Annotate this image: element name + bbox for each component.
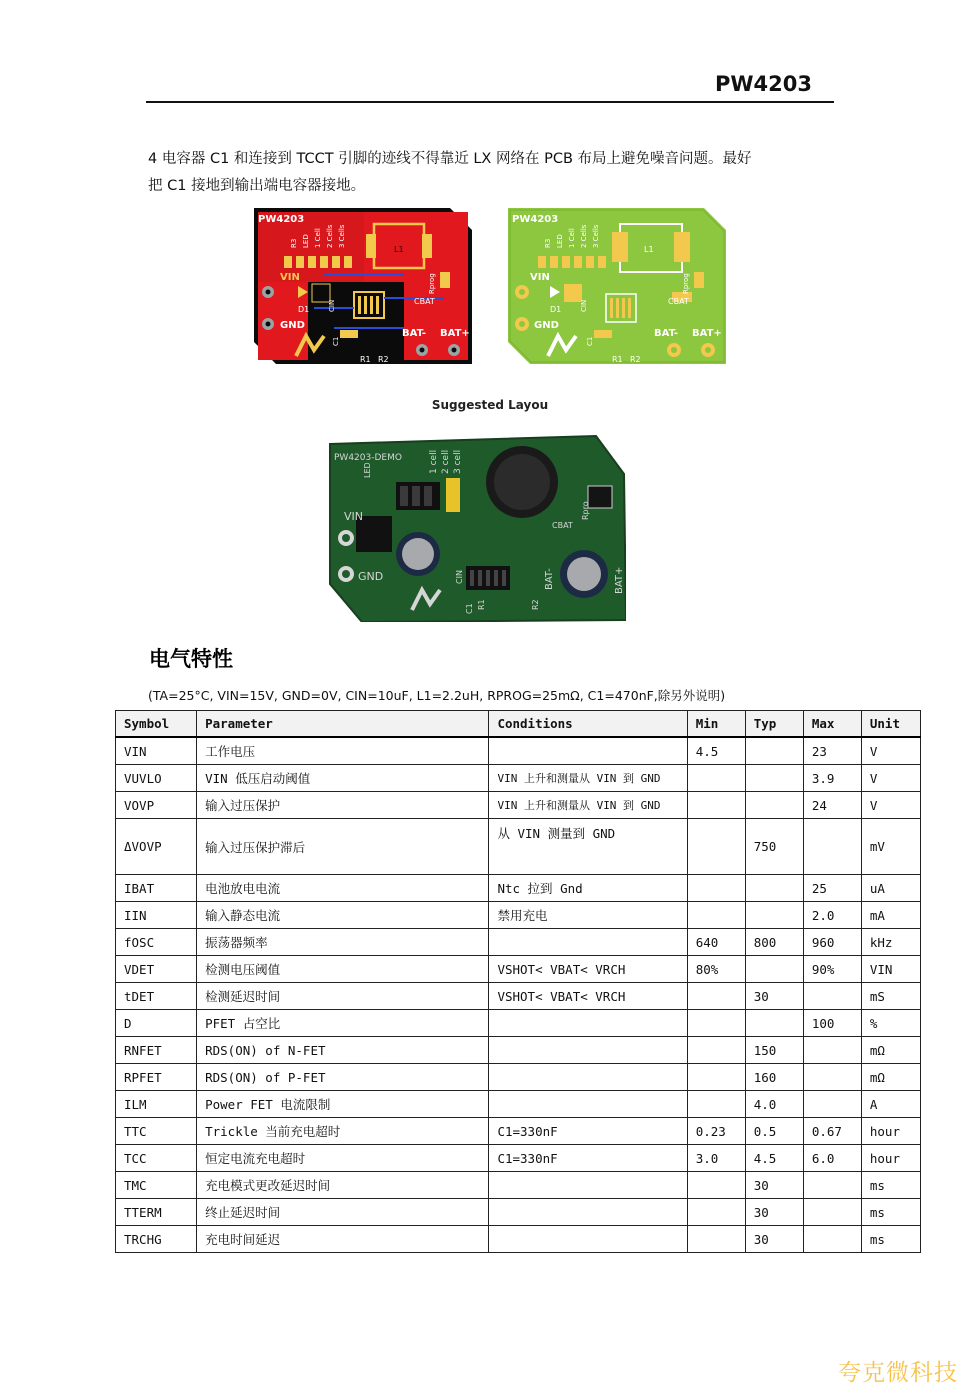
photo-label-cell2: 2 cell xyxy=(441,449,451,474)
cell-max: 3.9 xyxy=(803,765,861,792)
cell-parameter: 输入过压保护 xyxy=(197,792,489,819)
cell-symbol: TTC xyxy=(116,1118,197,1145)
cell-conditions: VIN 上升和测量从 VIN 到 GND xyxy=(489,765,687,792)
pcb-label-gnd: GND xyxy=(280,320,305,331)
cell-symbol: D xyxy=(116,1010,197,1037)
cell-conditions: VSHOT< VBAT< VRCH xyxy=(489,956,687,983)
cell-parameter: 工作电压 xyxy=(197,737,489,765)
cell-unit: kHz xyxy=(861,929,920,956)
cell-typ: 30 xyxy=(745,1199,803,1226)
cell-min xyxy=(687,765,745,792)
cell-parameter: 恒定电流充电超时 xyxy=(197,1145,489,1172)
pcb-label-bat-minus: BAT- xyxy=(402,328,427,339)
demo-board-photo xyxy=(326,434,626,622)
table-row xyxy=(116,1118,921,1145)
cell-conditions xyxy=(489,1010,687,1037)
photo-label-vin: VIN xyxy=(344,510,363,523)
photo-label-gnd: GND xyxy=(358,570,384,583)
cell-min xyxy=(687,1172,745,1199)
cell-min xyxy=(687,792,745,819)
cell-typ xyxy=(745,902,803,929)
cell-symbol: ILM xyxy=(116,1091,197,1118)
cell-typ: 30 xyxy=(745,983,803,1010)
cell-symbol: VIN xyxy=(116,737,197,765)
table-row xyxy=(116,929,921,956)
document-title: PW4203 xyxy=(714,72,812,96)
table-row xyxy=(116,983,921,1010)
note-line-1: 4 电容器 C1 和连接到 TCCT 引脚的迹线不得靠近 LX 网络在 PCB 布局上避免噪音问题。最好 xyxy=(148,151,752,167)
pcb-label-rprog: Rprog xyxy=(428,273,436,294)
cell-parameter: 充电时间延迟 xyxy=(197,1226,489,1253)
cell-typ xyxy=(745,792,803,819)
cell-max xyxy=(803,1037,861,1064)
cell-min xyxy=(687,902,745,929)
cell-conditions xyxy=(489,1037,687,1064)
table-row xyxy=(116,875,921,902)
layout-note xyxy=(148,146,838,200)
cell-conditions: Ntc 拉到 Gnd xyxy=(489,875,687,902)
photo-label-led: LED xyxy=(363,462,372,478)
cell-symbol: TCC xyxy=(116,1145,197,1172)
header-symbol: Symbol xyxy=(116,711,197,738)
pcb2-label-cell3: 3 Cells xyxy=(592,224,600,248)
cell-min xyxy=(687,1199,745,1226)
cell-symbol: VDET xyxy=(116,956,197,983)
header-unit: Unit xyxy=(861,711,920,738)
pcb-label-cell1: 1 Cell xyxy=(314,228,322,248)
cell-conditions xyxy=(489,1172,687,1199)
pcb2-label-r1: R1 xyxy=(612,355,623,364)
table-row xyxy=(116,1037,921,1064)
cell-symbol: TRCHG xyxy=(116,1226,197,1253)
pcb-label-vin: VIN xyxy=(280,272,300,283)
cell-conditions xyxy=(489,1091,687,1118)
cell-symbol: TMC xyxy=(116,1172,197,1199)
cell-parameter: 检测电压阈值 xyxy=(197,956,489,983)
pcb2-label-r3: R3 xyxy=(544,238,552,248)
note-line-2: 把 C1 接地到输出端电容器接地。 xyxy=(148,178,366,194)
cell-conditions: 从 VIN 测量到 GND xyxy=(489,819,687,875)
pcb-label-cell3: 3 Cells xyxy=(338,224,346,248)
pcb-label-cin: CIN xyxy=(328,299,336,312)
test-conditions: (TA=25°C, VIN=15V, GND=0V, CIN=10uF, L1=2.2uH, RPROG=25mΩ, C1=470nF,除另外说明) xyxy=(148,688,726,703)
pcb2-label-bat-plus: BAT+ xyxy=(692,328,722,339)
cell-max: 6.0 xyxy=(803,1145,861,1172)
cell-typ: 750 xyxy=(745,819,803,875)
cell-min: 640 xyxy=(687,929,745,956)
pcb2-label-cell1: 1 Cell xyxy=(568,228,576,248)
cell-typ xyxy=(745,1010,803,1037)
cell-min: 3.0 xyxy=(687,1145,745,1172)
table-row xyxy=(116,819,921,875)
pcb-label-cell2: 2 Cells xyxy=(326,224,334,248)
cell-min: 80% xyxy=(687,956,745,983)
header-conditions: Conditions xyxy=(489,711,687,738)
pcb2-label-vin: VIN xyxy=(530,272,550,283)
cell-conditions: C1=330nF xyxy=(489,1118,687,1145)
cell-typ xyxy=(745,956,803,983)
cell-min xyxy=(687,1226,745,1253)
photo-label-cbat: CBAT xyxy=(552,521,573,530)
cell-conditions xyxy=(489,929,687,956)
cell-parameter: Power FET 电流限制 xyxy=(197,1091,489,1118)
cell-parameter: RDS(ON) of N-FET xyxy=(197,1037,489,1064)
cell-parameter: RDS(ON) of P-FET xyxy=(197,1064,489,1091)
table-row xyxy=(116,1091,921,1118)
cell-typ: 30 xyxy=(745,1172,803,1199)
photo-label-cell1: 1 cell xyxy=(429,449,439,474)
table-row xyxy=(116,1010,921,1037)
table-row xyxy=(116,956,921,983)
cell-conditions xyxy=(489,737,687,765)
cell-min xyxy=(687,1091,745,1118)
cell-unit: A xyxy=(861,1091,920,1118)
photo-label-rpro: Rpro xyxy=(581,501,590,520)
header-min: Min xyxy=(687,711,745,738)
cell-parameter: 输入静态电流 xyxy=(197,902,489,929)
cell-parameter: 终止延迟时间 xyxy=(197,1199,489,1226)
cell-unit: V xyxy=(861,737,920,765)
table-row xyxy=(116,1145,921,1172)
cell-unit: hour xyxy=(861,1118,920,1145)
cell-parameter: 电池放电电流 xyxy=(197,875,489,902)
cell-symbol: tDET xyxy=(116,983,197,1010)
pcb-layout-silkscreen xyxy=(508,208,726,364)
cell-min xyxy=(687,875,745,902)
cell-min xyxy=(687,1064,745,1091)
figure-caption: Suggested Layou xyxy=(431,398,549,412)
cell-max: 0.67 xyxy=(803,1118,861,1145)
cell-typ xyxy=(745,737,803,765)
cell-conditions xyxy=(489,1199,687,1226)
cell-symbol: RNFET xyxy=(116,1037,197,1064)
watermark: 夸克微科技 xyxy=(838,1360,958,1386)
pcb2-label-cbat: CBAT xyxy=(668,297,689,306)
cell-unit: ms xyxy=(861,1199,920,1226)
cell-max: 2.0 xyxy=(803,902,861,929)
pcb2-label-c1: C1 xyxy=(586,336,594,346)
pcb-label-r2: R2 xyxy=(378,355,389,364)
section-title: 电气特性 xyxy=(149,647,233,671)
cell-unit: uA xyxy=(861,875,920,902)
pcb2-label-bat-minus: BAT- xyxy=(654,328,679,339)
cell-unit: mA xyxy=(861,902,920,929)
pcb-label-c1: C1 xyxy=(332,336,340,346)
table-row xyxy=(116,1064,921,1091)
photo-label-cell3: 3 cell xyxy=(453,449,463,474)
photo-label-r1: R1 xyxy=(477,599,486,610)
cell-unit: hour xyxy=(861,1145,920,1172)
cell-max xyxy=(803,1226,861,1253)
pcb2-label-d1: D1 xyxy=(550,305,562,314)
pcb-label-led: LED xyxy=(302,234,310,248)
photo-label-r2: R2 xyxy=(531,599,540,610)
photo-label-cin: CIN xyxy=(455,570,464,584)
photo-label-bat-plus: BAT+ xyxy=(614,566,625,594)
cell-symbol: RPFET xyxy=(116,1064,197,1091)
cell-max: 100 xyxy=(803,1010,861,1037)
cell-symbol: fOSC xyxy=(116,929,197,956)
cell-unit: ms xyxy=(861,1226,920,1253)
cell-min xyxy=(687,983,745,1010)
cell-conditions: VSHOT< VBAT< VRCH xyxy=(489,983,687,1010)
electrical-characteristics-table xyxy=(115,710,921,1253)
cell-max xyxy=(803,1172,861,1199)
pcb-label-cbat: CBAT xyxy=(414,297,435,306)
table-row xyxy=(116,792,921,819)
cell-max xyxy=(803,1064,861,1091)
pcb-label-name: PW4203 xyxy=(258,214,305,225)
cell-typ: 160 xyxy=(745,1064,803,1091)
pcb2-label-name: PW4203 xyxy=(512,214,559,225)
cell-parameter: 充电模式更改延迟时间 xyxy=(197,1172,489,1199)
cell-symbol: ΔVOVP xyxy=(116,819,197,875)
header-max: Max xyxy=(803,711,861,738)
cell-typ: 0.5 xyxy=(745,1118,803,1145)
pcb2-label-r2: R2 xyxy=(630,355,641,364)
table-header-row xyxy=(116,711,921,738)
pcb2-label-cin: CIN xyxy=(580,299,588,312)
table-row xyxy=(116,1172,921,1199)
cell-max: 24 xyxy=(803,792,861,819)
cell-max xyxy=(803,983,861,1010)
cell-symbol: VOVP xyxy=(116,792,197,819)
cell-typ: 800 xyxy=(745,929,803,956)
cell-max: 23 xyxy=(803,737,861,765)
cell-typ: 30 xyxy=(745,1226,803,1253)
cell-conditions xyxy=(489,1064,687,1091)
cell-typ: 4.0 xyxy=(745,1091,803,1118)
table-row xyxy=(116,765,921,792)
cell-min xyxy=(687,1010,745,1037)
cell-conditions: VIN 上升和测量从 VIN 到 GND xyxy=(489,792,687,819)
pcb-label-d1: D1 xyxy=(298,305,310,314)
cell-typ xyxy=(745,875,803,902)
cell-unit: mS xyxy=(861,983,920,1010)
cell-unit: VIN xyxy=(861,956,920,983)
cell-parameter: VIN 低压启动阈值 xyxy=(197,765,489,792)
cell-unit: ms xyxy=(861,1172,920,1199)
pcb-label-bat-plus: BAT+ xyxy=(440,328,470,339)
cell-unit: mΩ xyxy=(861,1037,920,1064)
cell-max: 90% xyxy=(803,956,861,983)
cell-max: 25 xyxy=(803,875,861,902)
cell-unit: V xyxy=(861,765,920,792)
photo-label-bat-minus: BAT- xyxy=(544,568,555,590)
table-row xyxy=(116,737,921,765)
photo-label-name: PW4203-DEMO xyxy=(334,453,402,463)
pcb-label-r3: R3 xyxy=(290,238,298,248)
header-rule xyxy=(146,101,834,103)
cell-typ xyxy=(745,765,803,792)
pcb2-label-cell2: 2 Cells xyxy=(580,224,588,248)
pcb2-label-gnd: GND xyxy=(534,320,559,331)
pcb2-label-led: LED xyxy=(556,234,564,248)
cell-parameter: PFET 占空比 xyxy=(197,1010,489,1037)
cell-unit: mV xyxy=(861,819,920,875)
cell-parameter: 检测延迟时间 xyxy=(197,983,489,1010)
pcb-label-l1: L1 xyxy=(394,245,404,254)
cell-parameter: 振荡器频率 xyxy=(197,929,489,956)
cell-parameter: Trickle 当前充电超时 xyxy=(197,1118,489,1145)
cell-typ: 150 xyxy=(745,1037,803,1064)
cell-max: 960 xyxy=(803,929,861,956)
cell-symbol: IIN xyxy=(116,902,197,929)
cell-symbol: IBAT xyxy=(116,875,197,902)
cell-max xyxy=(803,1091,861,1118)
cell-parameter: 输入过压保护滞后 xyxy=(197,819,489,875)
photo-label-c1: C1 xyxy=(465,603,474,614)
cell-conditions xyxy=(489,1226,687,1253)
cell-conditions: 禁用充电 xyxy=(489,902,687,929)
table-row xyxy=(116,1226,921,1253)
pcb2-label-l1: L1 xyxy=(644,245,654,254)
table-row xyxy=(116,1199,921,1226)
cell-unit: V xyxy=(861,792,920,819)
cell-min xyxy=(687,1037,745,1064)
cell-min: 4.5 xyxy=(687,737,745,765)
header-typ: Typ xyxy=(745,711,803,738)
cell-unit: mΩ xyxy=(861,1064,920,1091)
cell-max xyxy=(803,819,861,875)
pcb-label-r1: R1 xyxy=(360,355,371,364)
pcb-layout-top-copper xyxy=(254,208,472,364)
cell-symbol: VUVLO xyxy=(116,765,197,792)
table-row xyxy=(116,902,921,929)
cell-max xyxy=(803,1199,861,1226)
cell-min: 0.23 xyxy=(687,1118,745,1145)
cell-typ: 4.5 xyxy=(745,1145,803,1172)
cell-conditions: C1=330nF xyxy=(489,1145,687,1172)
cell-unit: % xyxy=(861,1010,920,1037)
header-parameter: Parameter xyxy=(197,711,489,738)
cell-symbol: TTERM xyxy=(116,1199,197,1226)
cell-min xyxy=(687,819,745,875)
pcb2-label-rprog: Rprog xyxy=(682,273,690,294)
